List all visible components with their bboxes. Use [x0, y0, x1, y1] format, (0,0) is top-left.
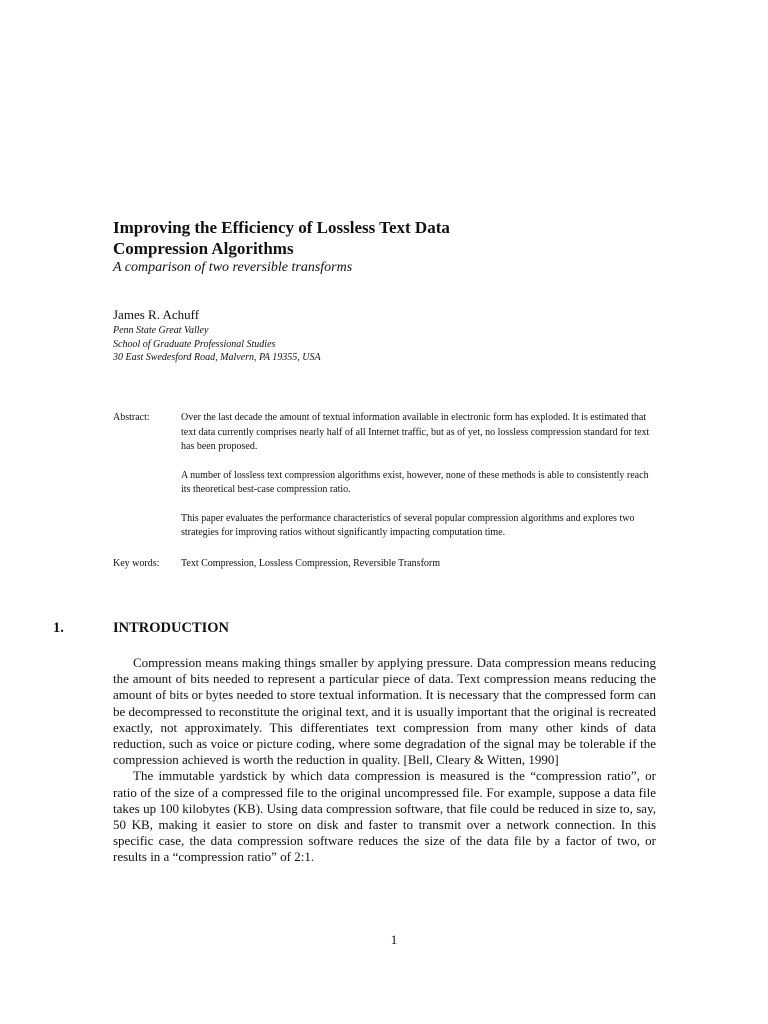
abstract-paragraph: A number of lossless text compression algorithms exist, however, none of these methods is able to consistently reach its theoretical best-case compression ratio. [181, 469, 649, 495]
author-name: James R. Achuff [113, 307, 200, 322]
author-affiliation [113, 324, 321, 365]
section-number: 1. [53, 620, 64, 636]
abstract-label: Abstract: [113, 412, 150, 423]
page-number: 1 [390, 932, 398, 947]
paper-title [113, 217, 633, 259]
section-heading: INTRODUCTION [113, 620, 230, 636]
abstract-body [181, 411, 651, 555]
abstract-paragraph: Over the last decade the amount of textual information available in electronic form has exploded. It is estimated that text data currently comprises nearly half of all Internet traffic, but as of yet, no lossless compression standard for text has been proposed. [181, 412, 650, 452]
keywords-label: Key words: [113, 558, 160, 569]
body-paragraph: The immutable yardstick by which data compression is measured is the “compression ratio”, or ratio of the size of a compressed file to the original uncompressed file. For example, suppose a data file takes up 100 kilobytes (KB). Using data compression software, that file could be reduced in size to, say, 50 KB, making it easier to store on disk and faster to transmit over a network connection. In this specific case, the data compression software reduces the size of the data file by a factor of two, or results in a “compression ratio” of 2:1. [113, 768, 656, 865]
paper-subtitle: A comparison of two reversible transforms [113, 260, 353, 275]
affiliation-line: Penn State Great Valley [113, 325, 209, 336]
body-paragraph: Compression means making things smaller by applying pressure. Data compression means reducing the amount of bits needed to represent a particular piece of data. Text compression means reducing the amount of bits or bytes needed to store textual information. It is necessary that the compressed form can be decompressed to reconstitute the original text, and it is usually important that the original is recreated exactly, not approximately. This differentiates text compression from many other kinds of data reduction, such as voice or picture coding, where some degradation of the signal may be tolerable if the compression achieved is worth the reduction in quality. [Bell, Cleary & Witten, 1990] [113, 655, 656, 768]
affiliation-line: 30 East Swedesford Road, Malvern, PA 19355, USA [113, 352, 321, 363]
keywords-list: Text Compression, Lossless Compression, Reversible Transform [181, 558, 441, 569]
affiliation-line: School of Graduate Professional Studies [113, 338, 276, 350]
paper-title-line-2: Compression Algorithms [113, 239, 294, 258]
paper-title-line-1: Improving the Efficiency of Lossless Text Data [113, 218, 450, 237]
abstract-paragraph: This paper evaluates the performance characteristics of several popular compression algorithms and explores two strategies for improving ratios without significantly impacting computation time. [181, 512, 635, 538]
introduction-body [113, 655, 656, 866]
